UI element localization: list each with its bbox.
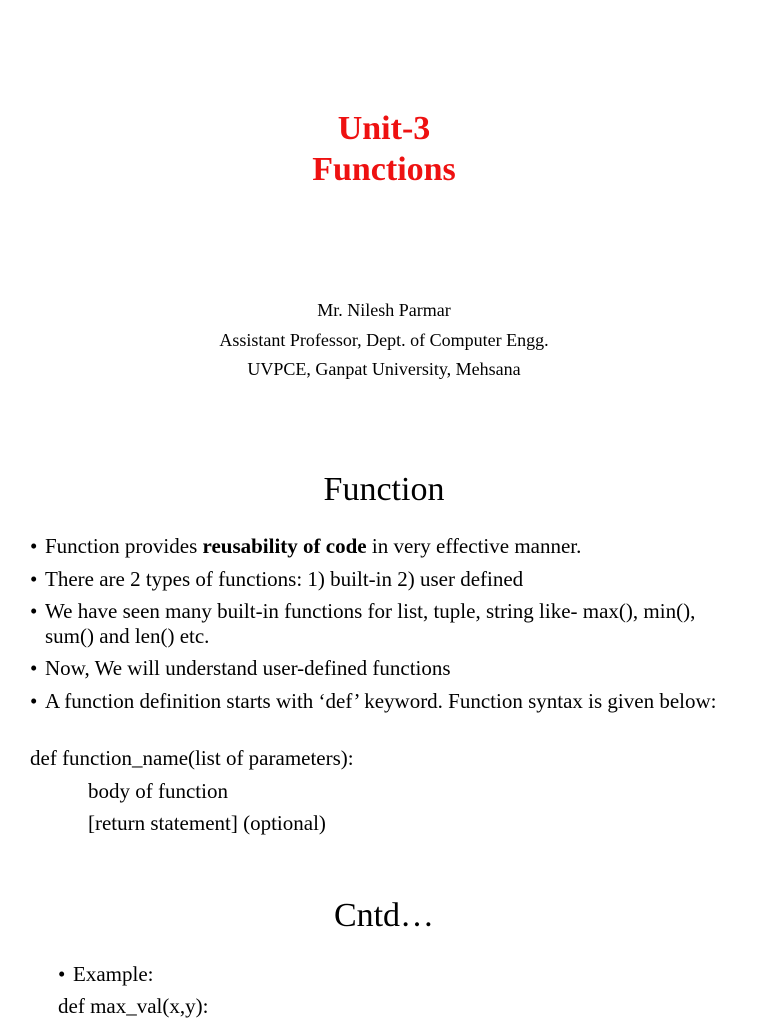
syntax-line: def function_name(list of parameters): xyxy=(30,746,354,770)
bullet-text: Function provides xyxy=(45,534,203,558)
author-title: Assistant Professor, Dept. of Computer Engg. xyxy=(219,329,549,350)
bullet-list xyxy=(30,534,730,721)
unit-topic: Functions xyxy=(312,151,456,188)
code-line: def max_val(x,y): xyxy=(58,994,209,1018)
slide-heading: Function xyxy=(323,471,445,508)
author-name: Mr. Nilesh Parmar xyxy=(317,300,451,320)
bullet-item: • Example: xyxy=(58,958,208,990)
syntax-line: body of function xyxy=(88,778,228,803)
function-slide xyxy=(0,460,768,860)
bullet-emphasis: reusability of code xyxy=(202,534,367,558)
cntd-slide xyxy=(0,880,768,1024)
syntax-line: [return statement] (optional) xyxy=(88,811,326,835)
syntax-block xyxy=(30,742,354,840)
example-block xyxy=(58,958,208,1022)
title-slide xyxy=(0,0,768,420)
bullet-item: • There are 2 types of functions: 1) built-in 2) user defined xyxy=(30,567,730,592)
unit-number: Unit-3 xyxy=(337,110,431,147)
slide-title xyxy=(0,108,768,190)
bullet-item xyxy=(30,534,730,559)
author-institution: UVPCE, Ganpat University, Mehsana xyxy=(247,359,521,379)
bullet-item: • Now, We will understand user-defined functions xyxy=(30,656,730,681)
bullet-item: • A function definition starts with ‘def’ keyword. Function syntax is given below: xyxy=(30,689,730,714)
bullet-item: • We have seen many built-in functions for list, tuple, string like- max(), min(), sum() and len() etc. xyxy=(30,599,730,648)
slide-heading: Cntd… xyxy=(333,897,435,934)
author-block xyxy=(0,296,768,385)
bullet-text: in very effective manner. xyxy=(366,534,582,558)
